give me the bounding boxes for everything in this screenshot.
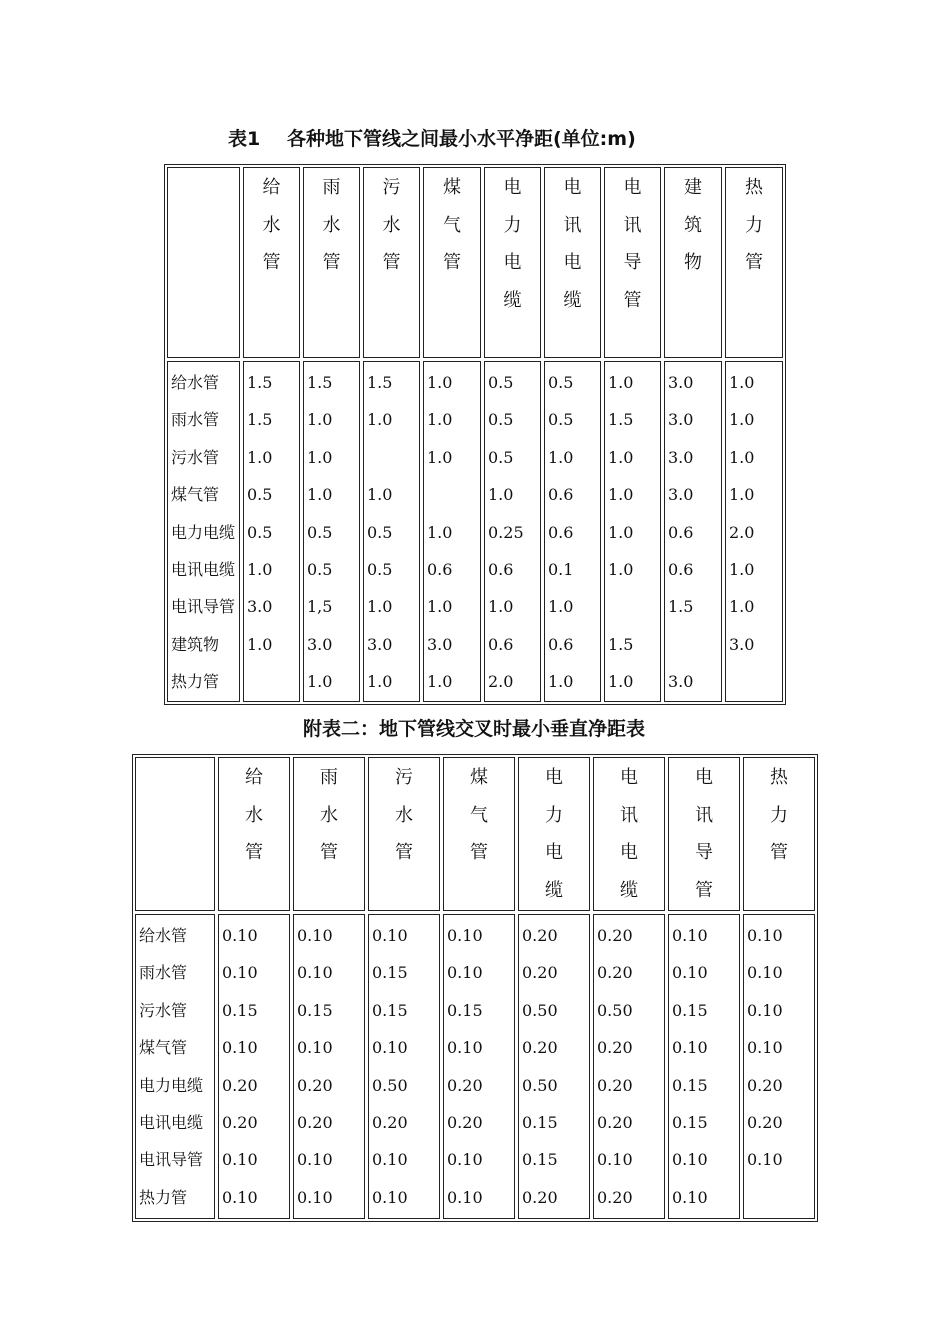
column-header: 电 讯 电 缆: [563, 177, 582, 311]
column-header: 电 力 电 缆: [503, 177, 522, 311]
value-column: 1.5 1.0 1.0 0.5 0.5 1.0 3.0 1.0: [367, 373, 393, 692]
value-column: 0.10 0.10 0.10 0.10 0.20 0.20 0.10: [747, 926, 783, 1170]
column-header: 煤 气 管: [470, 767, 488, 863]
value-column: 0.10 0.10 0.15 0.10 0.15 0.15 0.10 0.10: [672, 926, 708, 1207]
value-column: 0.5 0.5 1.0 0.6 0.6 0.1 1.0 0.6 1.0: [548, 373, 574, 692]
column-header: 电 讯 导 管: [695, 767, 713, 901]
value-column: 0.10 0.15 0.15 0.10 0.50 0.20 0.10 0.10: [372, 926, 408, 1207]
column-header: 电 讯 电 缆: [620, 767, 638, 901]
value-column: 0.20 0.20 0.50 0.20 0.50 0.15 0.15 0.20: [522, 926, 558, 1207]
column-header: 污 水 管: [382, 177, 401, 273]
table1-title: 各种地下管线之间最小水平净距(单位:m): [287, 128, 636, 150]
column-header: 给 水 管: [262, 177, 281, 273]
column-header: 给 水 管: [245, 767, 263, 863]
column-header: 建 筑 物: [684, 177, 702, 273]
column-header: 热 力 管: [770, 767, 788, 863]
value-column: 3.0 3.0 3.0 3.0 0.6 0.6 1.5 3.0: [668, 373, 694, 692]
column-header: 煤 气 管: [443, 177, 461, 273]
column-header: 雨 水 管: [322, 177, 341, 273]
header-corner-cell: [167, 167, 240, 358]
value-column: 1.0 1.5 1.0 1.0 1.0 1.0 1.5 1.0: [608, 373, 634, 692]
value-column: 1.5 1.5 1.0 0.5 0.5 1.0 3.0 1.0: [247, 373, 273, 654]
row-labels: 给水管 雨水管 污水管 煤气管 电力电缆 电讯电缆 电讯导管 建筑物 热力管: [171, 373, 236, 692]
column-header: 电 力 电 缆: [545, 767, 563, 901]
column-header: 雨 水 管: [320, 767, 338, 863]
column-header: 污 水 管: [395, 767, 413, 863]
value-column: 0.20 0.20 0.50 0.20 0.20 0.20 0.10 0.20: [597, 926, 633, 1207]
value-column: 1.5 1.0 1.0 1.0 0.5 0.5 1,5 3.0 1.0: [307, 373, 333, 692]
value-column: 0.5 0.5 0.5 1.0 0.25 0.6 1.0 0.6 2.0: [488, 373, 524, 692]
table1-title-label: 表1: [228, 128, 261, 150]
value-column: 0.10 0.10 0.15 0.10 0.20 0.20 0.10 0.10: [297, 926, 333, 1207]
row-labels: 给水管 雨水管 污水管 煤气管 电力电缆 电讯电缆 电讯导管 热力管: [139, 926, 204, 1207]
column-header: 电 讯 导 管: [623, 177, 642, 311]
value-column: 1.0 1.0 1.0 1.0 2.0 1.0 1.0 3.0: [729, 373, 755, 654]
table2-title: 附表二：地下管线交叉时最小垂直净距表: [303, 718, 646, 740]
value-column: 1.0 1.0 1.0 1.0 0.6 1.0 3.0 1.0: [427, 373, 453, 692]
value-column: 0.10 0.10 0.15 0.10 0.20 0.20 0.10 0.10: [222, 926, 258, 1207]
column-header: 热 力 管: [745, 177, 763, 273]
value-column: 0.10 0.10 0.15 0.10 0.20 0.20 0.10 0.10: [447, 926, 483, 1207]
header-corner-cell: [135, 757, 215, 911]
